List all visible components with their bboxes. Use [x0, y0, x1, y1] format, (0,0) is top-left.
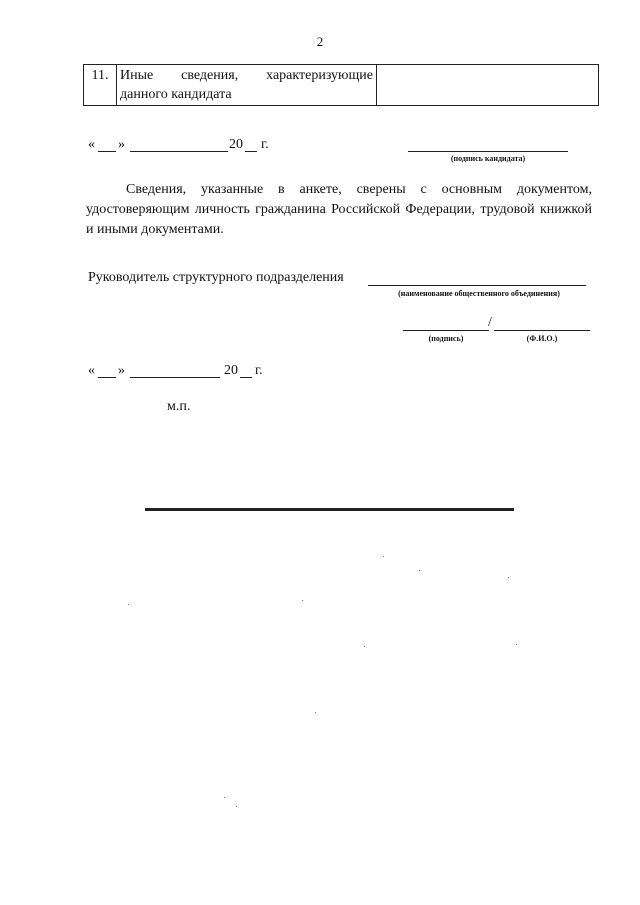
candidate-signature-caption: (подпись кандидата)	[450, 154, 526, 163]
candidate-signature-line	[408, 151, 568, 152]
month-blank	[130, 377, 220, 378]
org-name-line	[368, 285, 586, 286]
scan-speck	[224, 797, 225, 798]
date-close-quote: »	[118, 363, 125, 378]
year-suffix: г.	[255, 363, 263, 378]
head-name-line	[494, 330, 590, 331]
year-prefix: 20	[224, 363, 238, 378]
scan-speck	[419, 570, 420, 571]
head-signature-line	[403, 330, 489, 331]
scan-speck	[302, 600, 303, 601]
slash: /	[488, 315, 492, 330]
org-caption: (наименование общественного объединения)	[398, 289, 560, 298]
name-caption: (Ф.И.О.)	[526, 334, 558, 343]
row-label: Иные сведения, характеризующие данного кандидата	[117, 65, 377, 106]
month-blank	[130, 151, 228, 152]
end-rule	[145, 508, 514, 511]
scan-speck	[364, 646, 365, 647]
date-open-quote: «	[88, 363, 95, 378]
scan-speck	[383, 556, 384, 557]
scan-speck	[508, 577, 509, 578]
head-label: Руководитель структурного подразделения	[88, 270, 344, 285]
day-blank	[98, 377, 116, 378]
date-open-quote: «	[88, 137, 95, 152]
stamp-place: м.п.	[167, 399, 191, 414]
scan-speck	[315, 712, 316, 713]
signature-caption: (подпись)	[428, 334, 464, 343]
year-suffix: г.	[261, 137, 269, 152]
scan-speck	[128, 604, 129, 605]
info-table	[83, 64, 599, 106]
page-number: 2	[316, 34, 324, 49]
scan-speck	[516, 644, 517, 645]
verification-paragraph: Сведения, указанные в анкете, сверены с основным документом, удостоверяющим личность гражданина Российской Федерации, трудовой книжкой и иными документами.	[86, 182, 592, 237]
table-row	[84, 65, 599, 106]
year-prefix: 20	[229, 137, 243, 152]
row-number: 11.	[84, 65, 117, 106]
year-blank	[245, 151, 257, 152]
day-blank	[98, 151, 116, 152]
row-value	[377, 65, 599, 106]
date-close-quote: »	[118, 137, 125, 152]
year-blank	[240, 377, 252, 378]
scan-speck	[236, 806, 237, 807]
